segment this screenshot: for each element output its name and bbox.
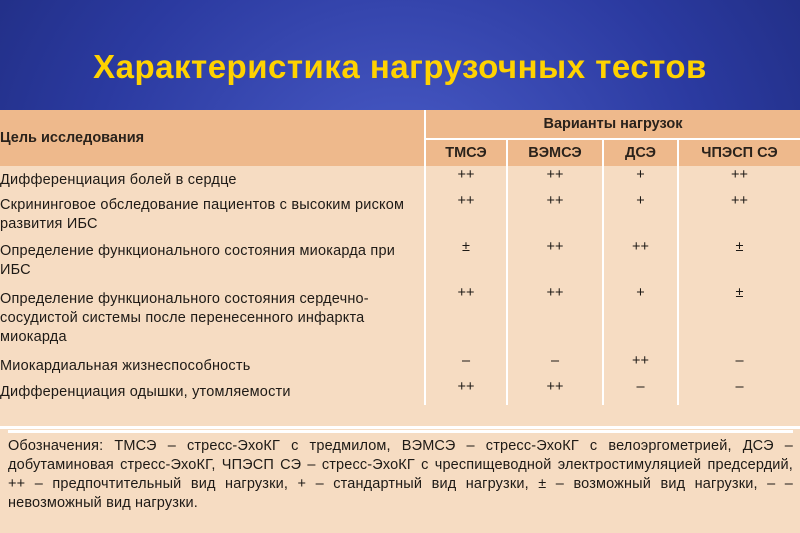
table-cell: ++ [507,378,603,405]
table-cell: ++ [731,193,748,209]
table-cell: ± [425,238,507,284]
table-row [0,352,800,378]
slide-title: Характеристика нагрузочных тестов [93,48,707,85]
table-cell: – [507,352,603,378]
table-cell: – [603,378,678,405]
table-cell: – [425,352,507,378]
table-cell: ++ [507,192,603,238]
table-row [0,192,800,238]
table-cell: – [735,379,744,395]
table-cell: + [603,284,678,352]
content-panel [0,110,800,533]
table-cell: ± [735,239,744,255]
table-cell: ++ [507,238,603,284]
table-cell: ++ [507,284,603,352]
table-cell: ++ [425,378,507,405]
table-row [0,238,800,284]
column-header-dse: ДСЭ [603,139,678,166]
table-row [0,378,800,405]
table-cell: ± [735,285,744,301]
table-cell: ++ [603,238,678,284]
table-cell: + [603,166,678,192]
table-row [0,284,800,352]
variants-column-header: Варианты нагрузок [425,110,800,139]
row-label: Определение функционального состояния сердечно-сосудистой системы после перенесенного инфаркта миокарда [0,284,425,352]
table-row [0,166,800,192]
column-header-vemse: ВЭМСЭ [507,139,603,166]
row-label: Дифференциация одышки, утомляемости [0,378,425,405]
legend-notes: Обозначения: ТМСЭ – стресс-ЭхоКГ с тредмилом, ВЭМСЭ – стресс-ЭхоКГ с велоэргометрией, ДСЭ – добутаминовая стресс-ЭхоКГ, ЧПЭСП СЭ – стресс-ЭхоКГ с чреспищеводной электростимуляцией предсердий, ++ – предпочтительный вид нагрузки, + – стандартный вид нагрузки, ± – возможный вид нагрузки, – – невозможный вид нагрузки. [8,430,793,513]
row-label: Дифференциация болей в сердце [0,166,425,192]
table-cell: – [735,353,744,369]
load-tests-table [0,110,800,405]
table-cell: + [603,192,678,238]
column-header-chpesp-se: ЧПЭСП СЭ [678,139,800,166]
table-cell: ++ [731,167,748,183]
column-header-tmse: ТМСЭ [425,139,507,166]
legend-divider [0,426,800,429]
table-cell: ++ [425,192,507,238]
row-label: Определение функционального состояния миокарда при ИБС [0,238,425,284]
row-label: Миокардиальная жизнеспособность [0,352,425,378]
goal-column-header: Цель исследования [0,110,425,166]
row-label: Скрининговое обследование пациентов с высоким риском развития ИБС [0,192,425,238]
table-cell: ++ [425,284,507,352]
table-cell: ++ [425,166,507,192]
table-cell: ++ [603,352,678,378]
table-cell: ++ [507,166,603,192]
